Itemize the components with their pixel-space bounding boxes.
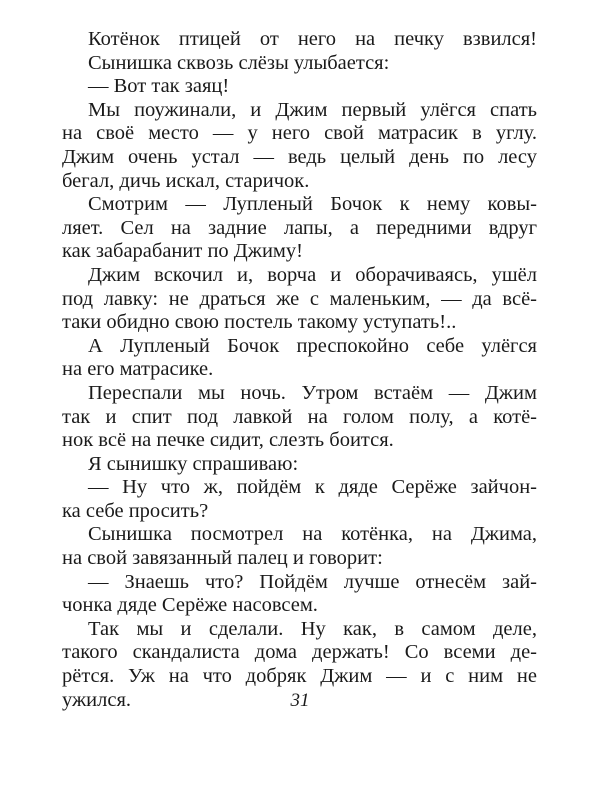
text-line: Переспали мы ночь. Утром встаём — Джим	[88, 381, 537, 404]
text-line: рётся. Уж на что добряк Джим — и с ним не	[62, 665, 537, 688]
text-line: А Лупленый Бочок преспокойно себе улёгся	[88, 334, 537, 357]
book-page-text	[62, 28, 537, 712]
text-line: на своё место — у него свой матрасик в углу.	[62, 122, 537, 145]
text-line: Смотрим — Лупленый Бочок к нему ковы-	[88, 193, 537, 216]
text-line: так и спит под лавкой на голом полу, а котё-	[62, 405, 537, 428]
text-line: ляет. Сел на задние лапы, а передними вдруг	[62, 216, 537, 239]
text-line: на его матрасике.	[62, 358, 214, 381]
text-line: под лавку: не драться же с маленьким, — да всё-	[62, 287, 537, 310]
text-line: Я сынишку спрашиваю:	[88, 452, 299, 475]
text-line: — Знаешь что? Пойдём лучше отнесём зай-	[88, 570, 537, 593]
page-number: 31	[290, 690, 310, 711]
text-line: Сынишка сквозь слёзы улыбается:	[88, 51, 390, 74]
text-line: ка себе просить?	[62, 499, 209, 522]
text-line: как забарабанит по Джиму!	[62, 240, 303, 263]
text-line: Так мы и сделали. Ну как, в самом деле,	[88, 617, 537, 640]
text-line: Сынишка посмотрел на котёнка, на Джима,	[88, 523, 537, 546]
text-line: — Вот так заяц!	[88, 75, 230, 98]
text-line: Джим очень устал — ведь целый день по лесу	[62, 145, 537, 168]
text-line: Джим вскочил и, ворча и оборачиваясь, ушёл	[88, 263, 537, 286]
text-line: такого скандалиста дома держать! Со всеми де-	[62, 641, 537, 664]
text-line: таки обидно свою постель такому уступать!..	[62, 311, 457, 334]
text-line: чонка дяде Серёже насовсем.	[62, 594, 318, 617]
text-line: — Ну что ж, пойдём к дяде Серёже зайчон-	[88, 476, 537, 499]
text-line: на свой завязанный палец и говорит:	[62, 547, 383, 570]
text-line: ужился.	[62, 688, 131, 711]
text-line: Котёнок птицей от него на печку взвился!	[88, 28, 537, 50]
text-line: нок всё на печке сидит, слезть боится.	[62, 429, 394, 452]
text-line: бегал, дичь искал, старичок.	[62, 169, 310, 192]
text-line: Мы поужинали, и Джим первый улёгся спать	[88, 98, 537, 121]
